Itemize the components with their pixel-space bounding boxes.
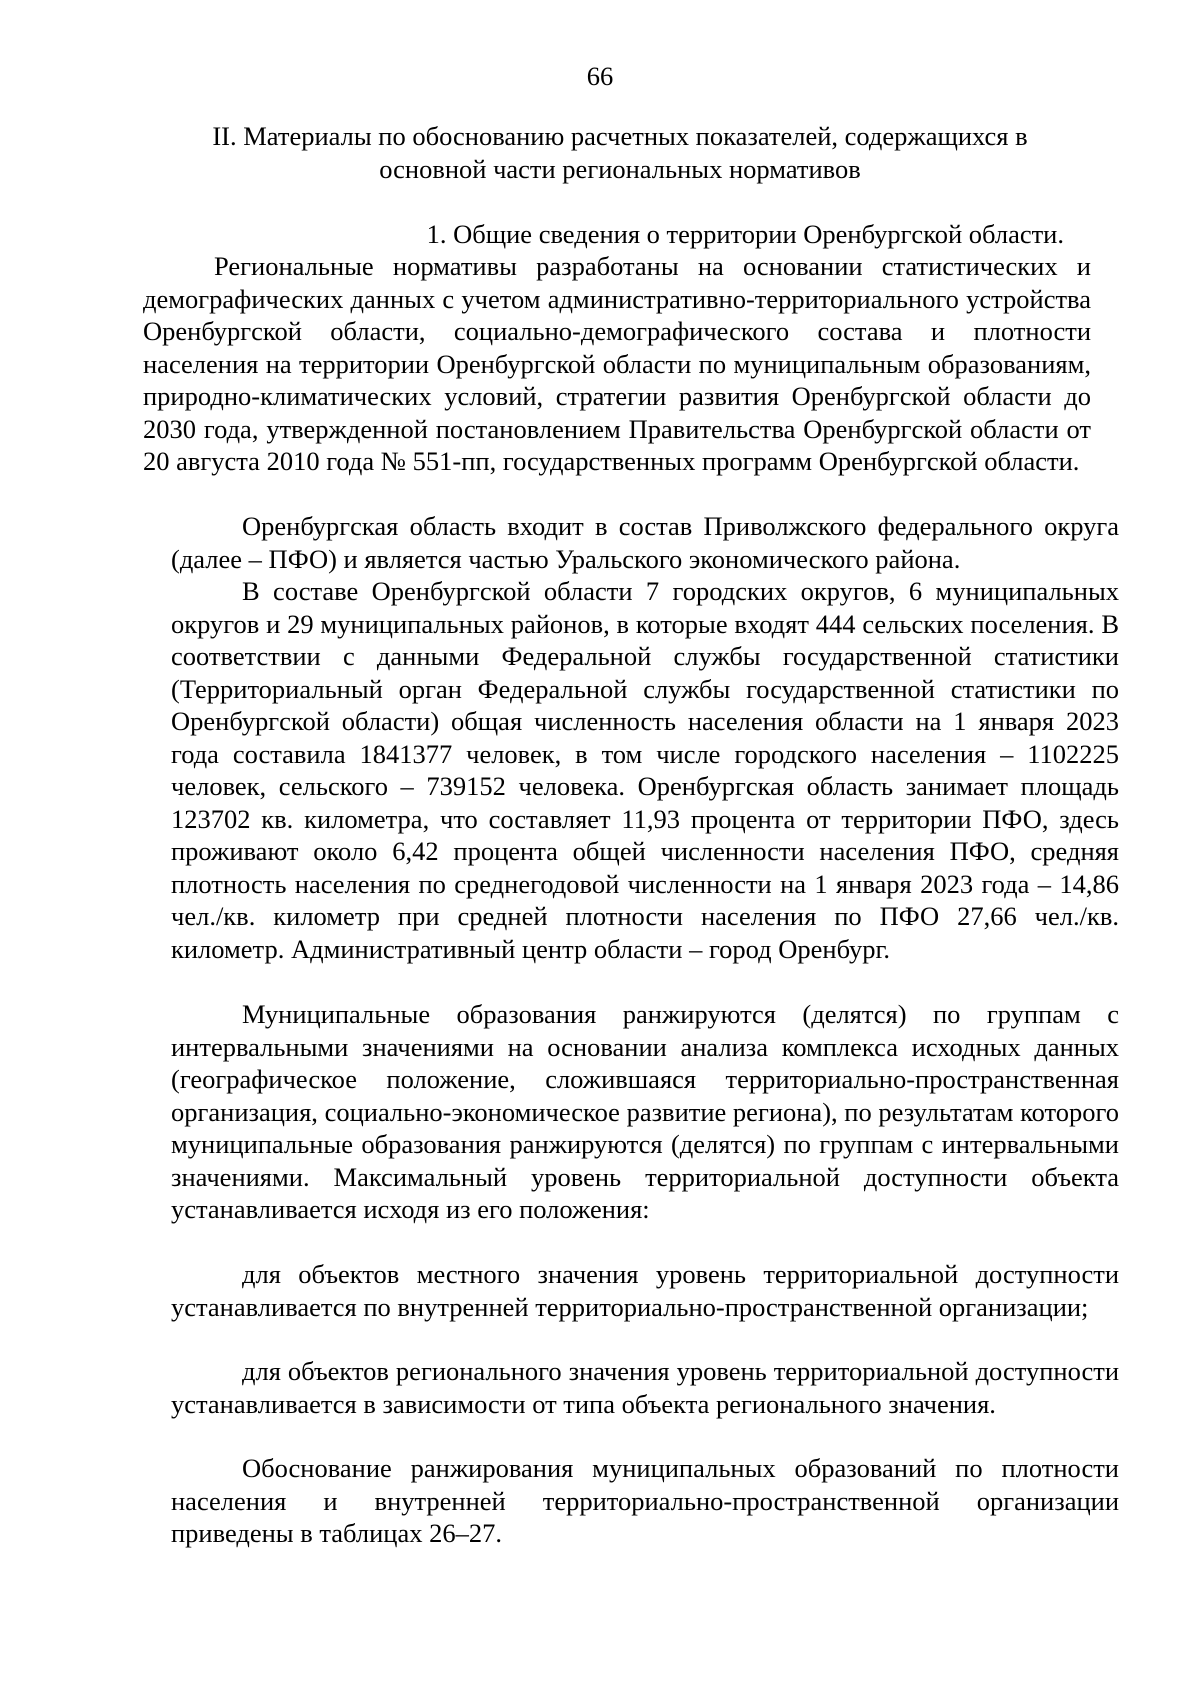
paragraph-tables-reference: Обоснование ранжирования муниципальных образований по плотности населения и внутренней территориально-пространственной организации приведены в таблицах 26–27.: [171, 1453, 1119, 1548]
paragraph-local-objects: для объектов местного значения уровень территориальной доступности устанавливается по внутренней территориально-пространственной организации;: [171, 1259, 1119, 1322]
section-title: 1. Общие сведения о территории Оренбургской области.: [426, 219, 1064, 249]
paragraph-regional-objects: для объектов регионального значения уровень территориальной доступности устанавливается в зависимости от типа объекта регионального значения.: [171, 1356, 1119, 1419]
paragraph-population-statistics: В составе Оренбургской области 7 городских округов, 6 муниципальных округов и 29 муниципальных районов, в которые входят 444 сельских поселения. В соответствии с данными Федеральной службы государственной статистики (Территориальный орган Федеральной службы государственной статистики по Оренбургской области) общая численность населения области на 1 января 2023 года составила 1841377 человек, в том числе городского населения – 1102225 человек, сельского – 739152 человека. Оренбургская область занимает площадь 123702 кв. километра, что составляет 11,93 процента от территории ПФО, здесь проживают около 6,42 процента общей численности населения ПФО, средняя плотность населения по среднегодовой численности на 1 января 2023 года – 14,86 чел./кв. километр при средней плотности населения по ПФО 27,66 чел./кв. километр. Административный центр области – город Оренбург.: [171, 576, 1119, 964]
paragraph-municipal-ranking: Муниципальные образования ранжируются (делятся) по группам с интервальными значениями на основании анализа комплекса исходных данных (географическое положение, сложившаяся территориально-пространственная организация, социально-экономическое развитие региона), по результатам которого муниципальные образования ранжируются (делятся) по группам с интервальными значениями. Максимальный уровень территориальной доступности объекта устанавливается исходя из его положения:: [171, 999, 1119, 1224]
heading-line-2: основной части региональных нормативов: [379, 153, 861, 184]
document-heading: [140, 120, 1100, 185]
heading-line-1: II. Материалы по обоснованию расчетных показателей, содержащихся в: [212, 121, 1028, 151]
paragraph-federal-district: Оренбургская область входит в состав Приволжского федерального округа (далее – ПФО) и является частью Уральского экономического района.: [171, 511, 1119, 574]
paragraph-regional-norms: Региональные нормативы разработаны на основании статистических и демографических данных с учетом административно-территориального устройства Оренбургской области, социально-демографического состава и плотности населения на территории Оренбургской области по муниципальным образованиям, природно-климатических условий, стратегии развития Оренбургской области до 2030 года, утвержденной постановлением Правительства Оренбургской области от 20 августа 2010 года № 551-пп, государственных программ Оренбургской области.: [143, 251, 1091, 476]
page-number: 66: [586, 61, 614, 91]
